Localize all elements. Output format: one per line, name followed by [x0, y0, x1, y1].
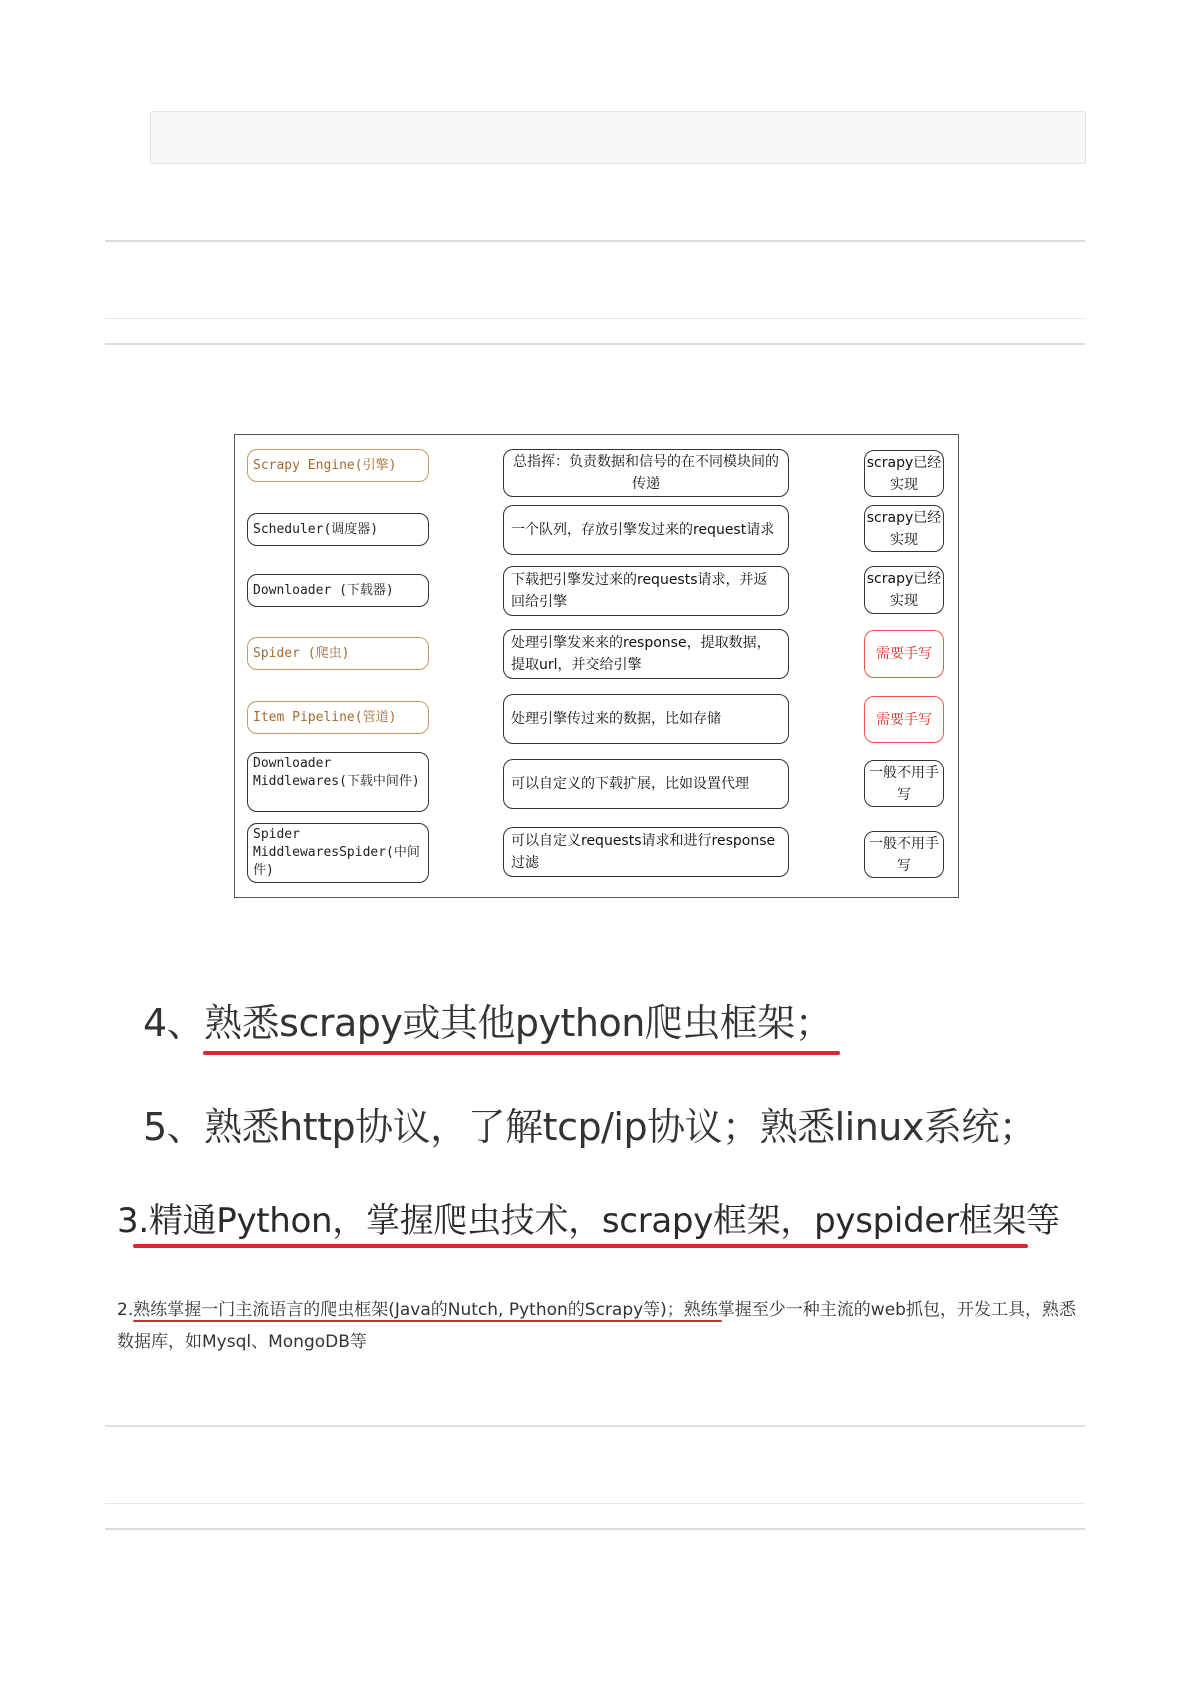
requirement-3: 3.精通Python，掌握爬虫技术，scrapy框架，pyspider框架等	[117, 1201, 1060, 1241]
divider	[105, 318, 1085, 319]
divider	[105, 1503, 1085, 1504]
description-spider: 处理引擎发来来的response，提取数据，提取url，并交给引擎	[503, 629, 789, 679]
status-spider: 需要手写	[864, 630, 944, 678]
requirement-4-underline	[203, 1051, 840, 1055]
component-scheduler: Scheduler(调度器)	[247, 513, 429, 546]
description-item-pipeline: 处理引擎传过来的数据，比如存储	[503, 694, 789, 744]
description-scheduler: 一个队列，存放引擎发过来的request请求	[503, 505, 789, 555]
code-block	[150, 111, 1086, 164]
divider	[105, 1528, 1085, 1530]
scrapy-components-diagram	[234, 434, 959, 898]
status-scheduler: scrapy已经实现	[864, 505, 944, 552]
requirement-3-underline	[133, 1244, 1028, 1248]
requirement-2: 2.熟练掌握一门主流语言的爬虫框架(Java的Nutch, Python的Scrapy等)；熟练掌握至少一种主流的web抓包，开发工具，熟悉数据库，如Mysql、MongoDB等	[117, 1300, 1076, 1352]
requirement-2-underline	[133, 1320, 722, 1322]
description-scrapy-engine: 总指挥：负责数据和信号的在不同模块间的传递	[503, 449, 789, 497]
divider	[105, 240, 1085, 242]
description-downloader: 下载把引擎发过来的requests请求，并返回给引擎	[503, 566, 789, 616]
requirement-5: 5、熟悉http协议，了解tcp/ip协议；熟悉linux系统；	[143, 1105, 1037, 1149]
component-item-pipeline: Item Pipeline(管道)	[247, 701, 429, 734]
description-spider-middlewares: 可以自定义requests请求和进行response过滤	[503, 827, 789, 877]
component-downloader-middlewares: Downloader Middlewares(下载中间件)	[247, 752, 429, 812]
status-item-pipeline: 需要手写	[864, 696, 944, 743]
component-scrapy-engine: Scrapy Engine(引擎)	[247, 449, 429, 482]
component-spider: Spider (爬虫)	[247, 637, 429, 670]
divider	[105, 1425, 1085, 1427]
requirement-4: 4、熟悉scrapy或其他python爬虫框架；	[143, 1001, 833, 1045]
status-downloader: scrapy已经实现	[864, 566, 944, 614]
status-scrapy-engine: scrapy已经实现	[864, 450, 944, 497]
divider	[105, 343, 1085, 345]
component-spider-middlewares: Spider MiddlewaresSpider(中间件)	[247, 823, 429, 883]
status-spider-middlewares: 一般不用手写	[864, 831, 944, 878]
status-downloader-middlewares: 一般不用手写	[864, 760, 944, 807]
description-downloader-middlewares: 可以自定义的下载扩展，比如设置代理	[503, 759, 789, 809]
component-downloader: Downloader (下载器)	[247, 574, 429, 607]
